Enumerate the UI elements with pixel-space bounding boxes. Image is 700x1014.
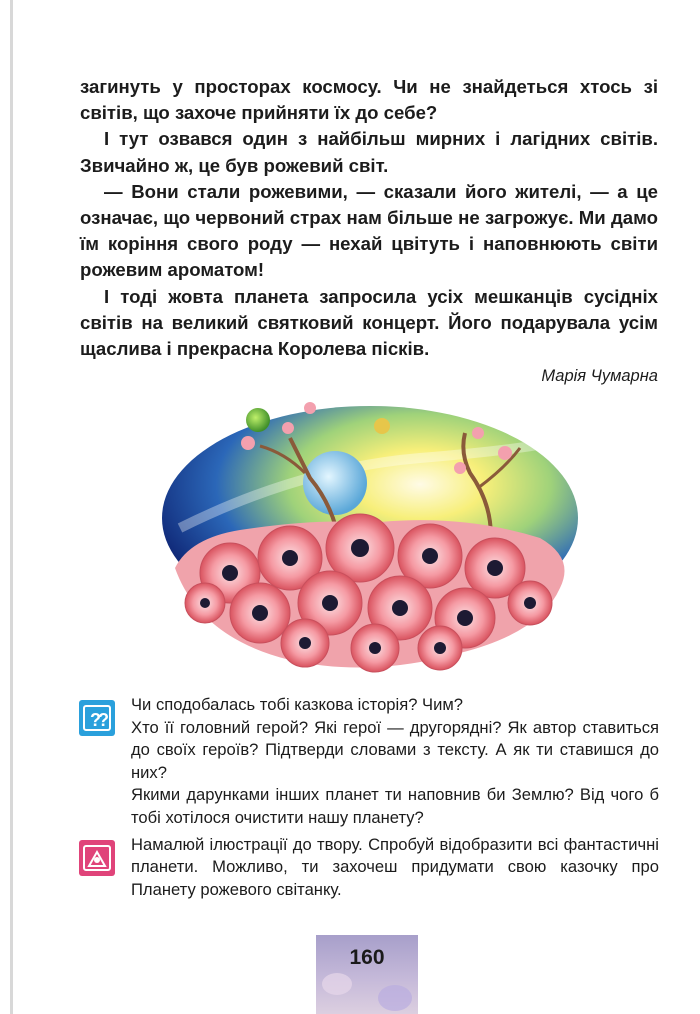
questions-row	[79, 694, 659, 830]
question-line: Хто її головний герой? Які герої — другорядні? Як автор ставиться до своїх героїв? Підтверди словами з тексту. А як ти ставишся до них?	[131, 717, 659, 782]
svg-text:?: ?	[90, 710, 101, 730]
task-row	[79, 834, 659, 902]
story-paragraph: — Вони стали рожевими, — сказали його жителі, — а це означає, що червоний страх нам більше не загрожує. Ми дамо їм коріння свого роду — нехай цвітуть і наповнюють світи рожевим ароматом!	[80, 180, 658, 281]
author-name: Марія Чумарна	[541, 367, 658, 386]
flowers-illustration	[160, 398, 580, 678]
question-line: Якими дарунками інших планет ти наповнив би Землю? Від чого б тобі хотілося очистити нашу планету?	[131, 785, 659, 827]
flower-meadow	[175, 514, 565, 672]
story-paragraph: І тут озвався один з найбільш мирних і лагідних світів. Звичайно ж, це був рожевий світ.	[80, 128, 658, 176]
story-paragraph: І тоді жовта планета запросила усіх мешканців сусідніх світів на великий святковий концерт. Його подарувала усім щаслива і прекрасна Королева пісків.	[80, 285, 658, 360]
page-number-box	[316, 935, 418, 1014]
page-edge	[10, 0, 13, 1014]
questions-icon	[79, 700, 115, 736]
question-line: Чи сподобалась тобі казкова історія? Чим?	[131, 695, 464, 714]
svg-text:?: ?	[98, 710, 109, 730]
task-text: Намалюй ілюстрації до твору. Спробуй відобразити всі фантастичні планети. Можливо, ти захочеш придумати свою казочку про Планету рожевого світанку.	[131, 834, 659, 899]
story-paragraph: загинуть у просторах космосу. Чи не знайдеться хтось зі світів, що захоче прийняти їх до себе?	[80, 76, 658, 124]
green-planet	[246, 408, 270, 432]
story-text	[80, 74, 658, 389]
yellow-planet	[374, 418, 390, 434]
page-number: 160	[349, 946, 385, 969]
drawing-task-icon	[79, 840, 115, 876]
questions-section	[79, 694, 659, 901]
